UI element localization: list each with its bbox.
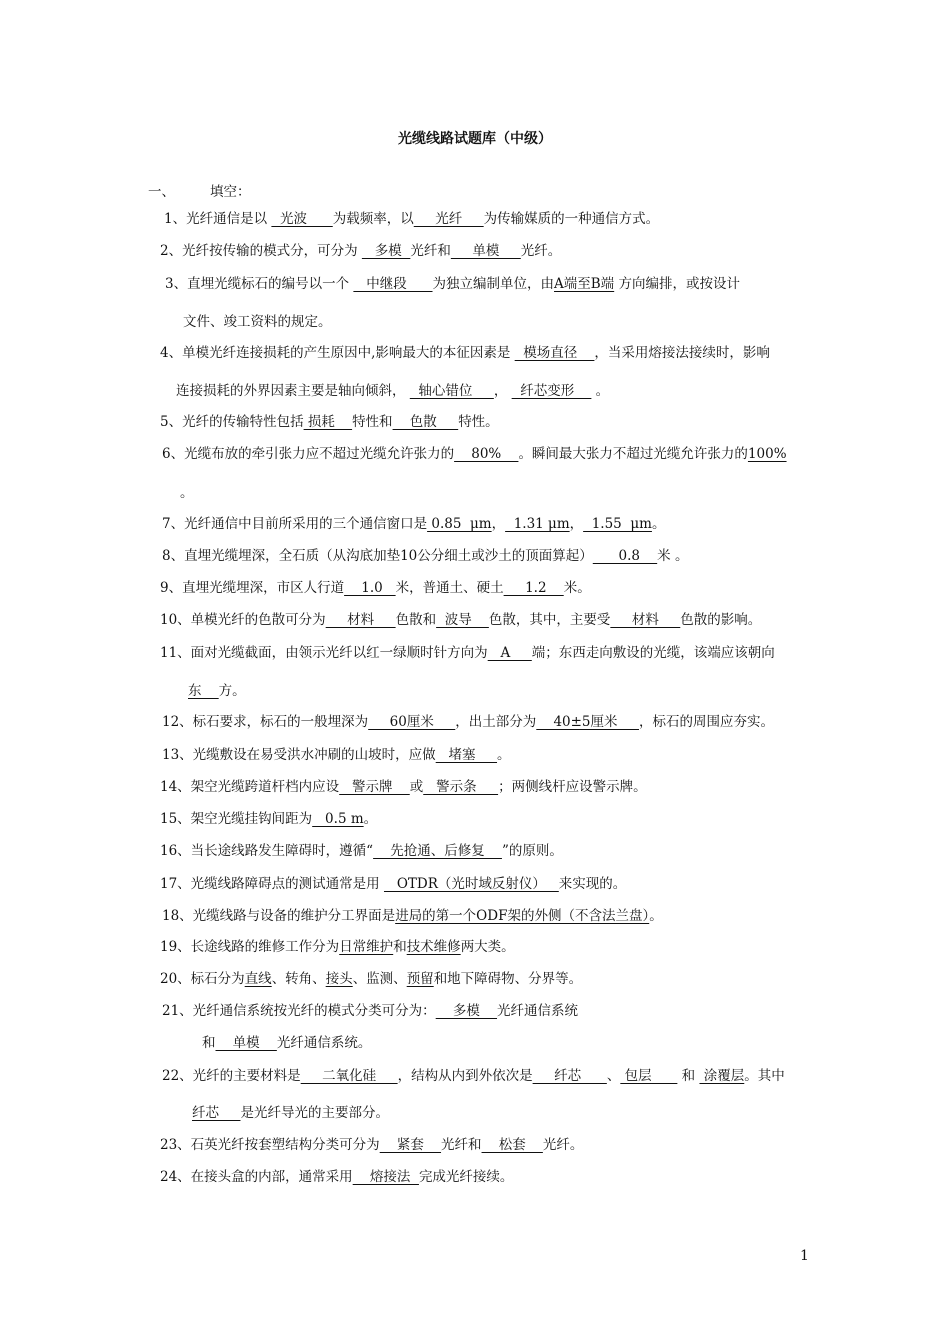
q14-text-3: ；两侧线杆应设警示牌。 <box>498 779 647 795</box>
q4b-answer-1: 轴心错位 <box>409 383 494 399</box>
q23-answer-1: 紧套 <box>379 1137 442 1153</box>
q20-text-1: 20、标石分为 <box>160 971 245 987</box>
q9-text-1: 9、直埋光缆埋深，市区人行道 <box>160 580 345 596</box>
question-1 <box>164 209 659 229</box>
q22-text-3: 、 <box>606 1068 621 1084</box>
q17-answer-1: OTDR（光时域反射仪） <box>383 876 559 892</box>
q11-text-2: 端；东西走向敷设的光缆，该端应该朝向 <box>531 645 775 661</box>
q14-answer-2: 警示条 <box>423 779 499 795</box>
question-10 <box>160 610 761 630</box>
q13-text-2: 。 <box>497 747 511 763</box>
q14-answer-1: 警示牌 <box>339 779 410 795</box>
q22-text-5: 。其中 <box>744 1068 785 1084</box>
q15-text-2: 。 <box>363 811 378 827</box>
q1-answer-1: 光波 <box>271 211 333 227</box>
q8-answer-1: 0.8 <box>592 548 658 564</box>
q8-text-2: 米 。 <box>657 548 689 564</box>
q3b-text-1: 文件、竣工资料的规定。 <box>183 314 332 330</box>
q19-text-3: 两大类。 <box>460 939 515 955</box>
q2-text-1: 2、光纤按传输的模式分，可分为 <box>160 243 362 259</box>
q7-text-1: 7、光纤通信中目前所采用的三个通信窗口是 <box>162 516 428 532</box>
question-12 <box>162 712 774 732</box>
q5-answer-2: 色散 <box>392 414 459 430</box>
q24-answer-1: 熔接法 <box>352 1169 419 1185</box>
q7-answer-3: 1.55 μm <box>583 516 652 532</box>
q1-text-1: 1、光纤通信是以 <box>164 211 272 227</box>
question-4-continued <box>176 381 609 401</box>
q21b-text-2: 光纤通信系统。 <box>276 1035 372 1051</box>
section-heading <box>148 180 251 200</box>
q10-text-1: 10、单模光纤的色散可分为 <box>160 612 326 628</box>
q12-text-2: ，出土部分为 <box>455 714 537 730</box>
question-7 <box>162 514 665 534</box>
q3-answer-1: 中继段 <box>353 276 433 292</box>
question-8 <box>162 546 688 566</box>
q22-text-4: 和 <box>677 1068 700 1084</box>
q7-text-4: 。 <box>651 516 666 532</box>
q4b-text-2: ， <box>493 383 512 399</box>
q9-answer-2: 1.2 <box>503 580 564 596</box>
question-6-continued <box>180 483 194 503</box>
q10-answer-1: 材料 <box>325 612 396 628</box>
q22-answer-1: 二氧化硅 <box>300 1068 398 1084</box>
q21-text-1: 21、光纤通信系统按光纤的模式分类可分为： <box>162 1003 436 1019</box>
q22-text-2: ，结构从内到外依次是 <box>397 1068 533 1084</box>
q10-text-4: 色散的影响。 <box>680 612 762 628</box>
q16-text-2: ”的原则。 <box>501 843 563 859</box>
question-3-continued <box>183 312 332 332</box>
q10-text-3: 色散，其中，主要受 <box>488 612 611 628</box>
q13-answer-1: 堵塞 <box>435 747 498 763</box>
q22-answer-4: 涂覆层 <box>699 1068 745 1084</box>
q20-answer-2: 接头 <box>325 971 353 987</box>
q22-answer-3: 包层 <box>620 1068 678 1084</box>
question-22 <box>162 1066 785 1086</box>
q19-answer-1: 日常维护 <box>339 939 394 955</box>
q19-text-2: 和 <box>393 939 407 955</box>
q6-text-1: 6、光缆布放的牵引张力应不超过光缆允许张力的 <box>162 446 455 462</box>
q8-text-1: 8、直埋光缆埋深，全石质（从沟底加垫10公分细土或沙土的顶面算起） <box>162 548 593 564</box>
q6b-text-1: 。 <box>180 485 194 501</box>
question-22-continued <box>192 1103 389 1123</box>
q24-text-2: 完成光纤接续。 <box>418 1169 514 1185</box>
q6-answer-2: 100% <box>747 446 787 462</box>
q14-text-2: 或 <box>409 779 424 795</box>
q9-text-3: 米。 <box>563 580 591 596</box>
q23-answer-2: 松套 <box>481 1137 543 1153</box>
q2-text-2: 光纤和 <box>410 243 451 259</box>
section-label: 填空： <box>210 184 251 200</box>
question-19 <box>160 937 515 957</box>
q3-text-3: 方向编排，或按设计 <box>614 276 740 292</box>
q4b-answer-2: 纤芯变形 <box>511 383 592 399</box>
q18-text-2: 。 <box>649 908 663 924</box>
q4-answer-1: 模场直径 <box>514 345 595 361</box>
q19-answer-2: 技术维修 <box>406 939 461 955</box>
q1-text-2: 为载频率，以 <box>332 211 414 227</box>
q20-answer-3: 预留 <box>406 971 434 987</box>
q2-answer-2: 单模 <box>450 243 521 259</box>
q23-text-3: 光纤。 <box>542 1137 584 1153</box>
q7-text-2: ， <box>491 516 506 532</box>
question-21-continued <box>202 1033 371 1053</box>
q23-text-2: 光纤和 <box>441 1137 482 1153</box>
question-13 <box>162 745 511 765</box>
q16-answer-1: 先抢通、后修复 <box>373 843 502 859</box>
q21b-text-1: 和 <box>202 1035 216 1051</box>
q18-text-1: 18、光缆线路与设备的维护分工界面是 <box>162 908 396 924</box>
q3-answer-2: A端至B端 <box>554 276 615 292</box>
q2-text-3: 光纤。 <box>520 243 562 259</box>
question-5 <box>160 412 499 432</box>
q17-text-1: 17、光缆线路障碍点的测试通常是用 <box>160 876 384 892</box>
q20-answer-1: 直线 <box>244 971 272 987</box>
q22b-text-1: 是光纤导光的主要部分。 <box>240 1105 389 1121</box>
q12-text-3: ，标石的周围应夯实。 <box>638 714 774 730</box>
q15-text-1: 15、架空光缆挂钩间距为 <box>160 811 313 827</box>
q11-answer-1: A <box>487 645 532 661</box>
question-17 <box>160 874 626 894</box>
question-2 <box>160 241 561 261</box>
question-23 <box>160 1135 583 1155</box>
q3-text-1: 3、直埋光缆标石的编号以一个 <box>165 276 354 292</box>
question-14 <box>160 777 647 797</box>
q4-text-1: 4、单模光纤连接损耗的产生原因中,影响最大的本征因素是 <box>160 345 515 361</box>
q3-text-2: 为独立编制单位，由 <box>432 276 555 292</box>
question-11 <box>160 643 775 663</box>
q5-text-1: 5、光纤的传输特性包括 <box>160 414 304 430</box>
q20-text-4: 和地下障碍物、分界等。 <box>433 971 583 987</box>
q13-text-1: 13、光缆敷设在易受洪水冲刷的山坡时，应做 <box>162 747 436 763</box>
q11-text-1: 11、面对光缆截面，由领示光纤以红一绿顺时针方向为 <box>160 645 488 661</box>
q15-answer-1: 0.5 m <box>312 811 364 827</box>
q7-answer-1: 0.85 μm <box>427 516 492 532</box>
q4b-text-1: 连接损耗的外界因素主要是轴向倾斜， <box>176 383 410 399</box>
q12-answer-1: 60厘米 <box>368 714 456 730</box>
q19-text-1: 19、长途线路的维修工作分为 <box>160 939 340 955</box>
q20-text-3: 、监测、 <box>352 971 407 987</box>
question-6 <box>162 444 787 464</box>
q10-answer-2: 波导 <box>436 612 489 628</box>
question-9 <box>160 578 591 598</box>
question-15 <box>160 809 377 829</box>
q2-answer-1: 多模 <box>361 243 411 259</box>
section-number: 一、 <box>148 184 175 200</box>
q4-text-2: ，当采用熔接法接续时，影响 <box>594 345 770 361</box>
q12-text-1: 12、标石要求，标石的一般埋深为 <box>162 714 369 730</box>
question-20 <box>160 969 582 989</box>
q11b-text-1: 方。 <box>218 683 246 699</box>
q17-text-2: 来实现的。 <box>558 876 627 892</box>
question-3 <box>165 274 740 294</box>
q6-answer-1: 80% <box>454 446 519 462</box>
q21-answer-1: 多模 <box>435 1003 498 1019</box>
q22b-answer-1: 纤芯 <box>192 1105 241 1121</box>
q5-text-2: 特性和 <box>352 414 393 430</box>
q6-text-2: 。瞬间最大张力不超过光缆允许张力的 <box>518 446 748 462</box>
q10-answer-3: 材料 <box>610 612 681 628</box>
q10-text-2: 色散和 <box>395 612 437 628</box>
question-24 <box>160 1167 513 1187</box>
question-16 <box>160 841 563 861</box>
page-title: 光缆线路试题库（中级） <box>398 131 552 147</box>
q24-text-1: 24、在接头盒的内部，通常采用 <box>160 1169 353 1185</box>
q4b-text-3: 。 <box>591 383 610 399</box>
q21b-answer-1: 单模 <box>215 1035 277 1051</box>
q22-text-1: 22、光纤的主要材料是 <box>162 1068 301 1084</box>
q9-text-2: 米，普通土、硬土 <box>395 580 504 596</box>
q7-text-3: ， <box>569 516 584 532</box>
question-4 <box>160 343 770 363</box>
q14-text-1: 14、架空光缆跨道杆档内应设 <box>160 779 340 795</box>
q5-text-3: 特性。 <box>458 414 499 430</box>
q1-text-3: 为传输媒质的一种通信方式。 <box>483 211 660 227</box>
question-21 <box>162 1001 578 1021</box>
page-number: 1 <box>800 1248 809 1264</box>
q11b-answer-1: 东 <box>188 683 219 699</box>
question-11-continued <box>188 681 246 701</box>
q22-answer-2: 纤芯 <box>532 1068 607 1084</box>
q18-answer-1: 进局的第一个ODF架的外侧（不含法兰盘） <box>395 908 650 924</box>
q20-text-2: 、转角、 <box>271 971 326 987</box>
q9-answer-1: 1.0 <box>344 580 396 596</box>
question-18 <box>162 906 663 926</box>
q23-text-1: 23、石英光纤按套塑结构分类可分为 <box>160 1137 380 1153</box>
q21-text-2: 光纤通信系统 <box>497 1003 579 1019</box>
q7-answer-2: 1.31 μm <box>505 516 570 532</box>
q1-answer-2: 光纤 <box>413 211 484 227</box>
q16-text-1: 16、当长途线路发生障碍时，遵循“ <box>160 843 374 859</box>
q12-answer-2: 40±5厘米 <box>536 714 639 730</box>
q5-answer-1: 损耗 <box>303 414 353 430</box>
